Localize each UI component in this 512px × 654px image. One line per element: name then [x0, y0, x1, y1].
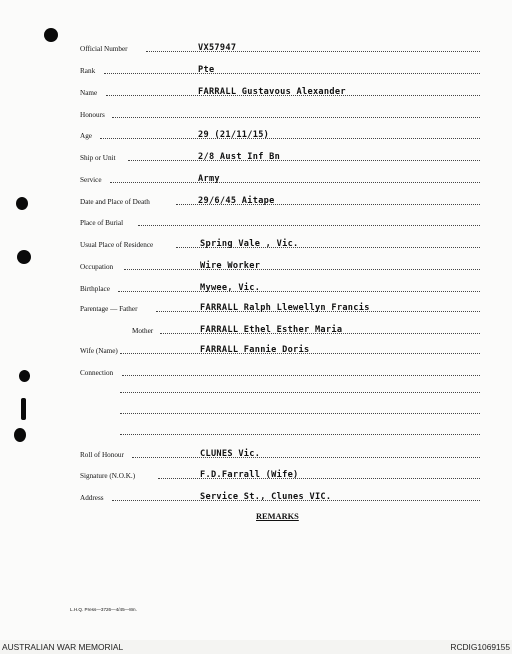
row-name: [80, 84, 480, 98]
row-honours: [80, 106, 480, 120]
official-number-value: VX57947: [198, 43, 237, 53]
binder-hole-4: [21, 398, 26, 420]
official-number-label: Official Number: [80, 45, 128, 53]
age-value: 29 (21/11/15): [198, 130, 270, 140]
footer-right: RCDIG1069155: [450, 642, 510, 652]
address-label: Address: [80, 494, 104, 502]
age-label: Age: [80, 132, 92, 140]
service-label: Service: [80, 176, 102, 184]
rank-value: Pte: [198, 65, 215, 75]
row-unit: [80, 149, 480, 163]
mother-label: Mother: [132, 327, 154, 335]
unit-value: 2/8 Aust Inf Bn: [198, 152, 281, 162]
connection-label: Connection: [80, 369, 114, 377]
row-residence: [80, 236, 480, 250]
signature-value: F.D.Farrall (Wife): [200, 470, 299, 480]
father-label: Parentage — Father: [80, 305, 138, 313]
binder-hole-3: [19, 370, 30, 382]
death-label: Date and Place of Death: [80, 198, 150, 206]
name-value: FARRALL Gustavous Alexander: [198, 87, 346, 97]
roll-label: Roll of Honour: [80, 451, 124, 459]
binder-hole-2: [17, 250, 31, 264]
footer-left: AUSTRALIAN WAR MEMORIAL: [2, 642, 124, 652]
wife-label: Wife (Name): [80, 347, 118, 355]
residence-value: Spring Vale , Vic.: [200, 239, 299, 249]
roll-value: CLUNES Vic.: [200, 449, 261, 459]
row-official-number: [80, 40, 480, 54]
signature-label: Signature (N.O.K.): [80, 472, 136, 480]
printer-imprint: L.H.Q. Press—3726—4/45—8m.: [70, 607, 137, 612]
row-wife: [80, 342, 480, 356]
father-value: FARRALL Ralph Llewellyn Francis: [200, 303, 370, 313]
connection-line-3: [120, 413, 480, 414]
row-signature: [80, 467, 480, 481]
name-label: Name: [80, 89, 98, 97]
connection-line-2: [120, 392, 480, 393]
row-father: [80, 300, 480, 314]
row-connection: [80, 364, 480, 378]
mother-value: FARRALL Ethel Esther Maria: [200, 325, 343, 335]
address-value: Service St., Clunes VIC.: [200, 492, 332, 502]
row-address: [80, 489, 480, 503]
row-service: [80, 171, 480, 185]
unit-label: Ship or Unit: [80, 154, 116, 162]
row-death: [80, 193, 480, 207]
death-value: 29/6/45 Aitape: [198, 196, 275, 206]
occupation-value: Wire Worker: [200, 261, 261, 271]
row-birthplace: [80, 280, 480, 294]
burial-label: Place of Burial: [80, 219, 124, 227]
occupation-label: Occupation: [80, 263, 114, 271]
connection-line-4: [120, 434, 480, 435]
remarks-heading: REMARKS: [256, 512, 299, 521]
row-roll-of-honour: [80, 446, 480, 460]
binder-hole-top: [44, 28, 58, 42]
birthplace-value: Mywee, Vic.: [200, 283, 261, 293]
row-mother: [80, 322, 480, 336]
row-rank: [80, 62, 480, 76]
binder-hole-1: [16, 197, 28, 210]
honours-label: Honours: [80, 111, 105, 119]
wife-value: FARRALL Fannie Doris: [200, 345, 310, 355]
rank-label: Rank: [80, 67, 96, 75]
row-occupation: [80, 258, 480, 272]
row-age: [80, 127, 480, 141]
binder-hole-5: [14, 428, 26, 442]
birthplace-label: Birthplace: [80, 285, 110, 293]
row-burial: [80, 214, 480, 228]
service-value: Army: [198, 174, 220, 184]
residence-label: Usual Place of Residence: [80, 241, 154, 249]
